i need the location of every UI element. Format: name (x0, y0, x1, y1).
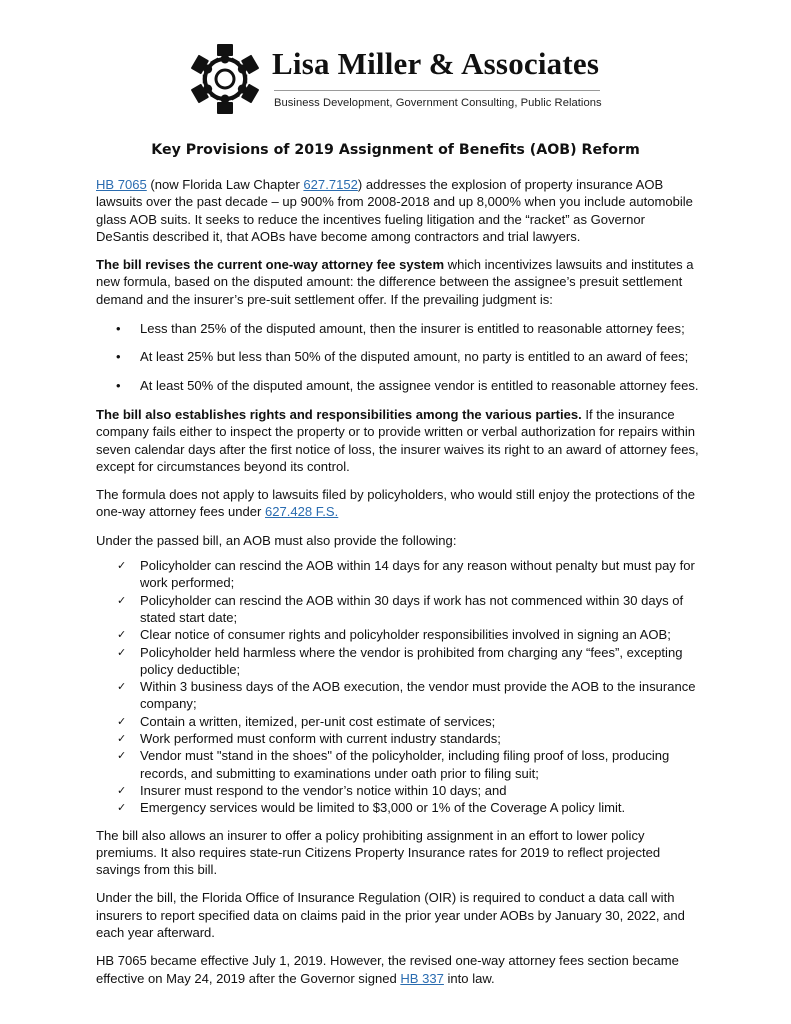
list-item: ✓ Contain a written, itemized, per-unit cost estimate of services; (117, 713, 496, 729)
list-item: ✓ Policyholder held harmless where the vendor is prohibited from charging any “fees”, excepting policy deductible; (117, 644, 683, 677)
list-item: ✓ Policyholder can rescind the AOB within 30 days if work has not commenced within 30 days of stated start date; (117, 592, 684, 625)
checkmark-icon: ✓ (117, 645, 127, 659)
requirements-intro: Under the passed bill, an AOB must also provide the following: (96, 532, 457, 548)
checkmark-icon: ✓ (117, 749, 127, 763)
checkmark-icon: ✓ (117, 783, 127, 797)
effective-date-paragraph: HB 7065 became effective July 1, 2019. However, the revised one-way attorney fees section became effective on May 24, 2019 after the Governor signed HB 337 into law. (96, 953, 679, 986)
list-item: ✓ Clear notice of consumer rights and policyholder responsibilities involved in signing an AOB; (117, 627, 671, 643)
list-item: • Less than 25% of the disputed amount, then the insurer is entitled to reasonable attorney fees; (116, 321, 685, 337)
checkmark-icon: ✓ (117, 801, 127, 815)
formula-paragraph: The formula does not apply to lawsuits filed by policyholders, who would still enjoy the protections of the one-way attorney fees under 627.428 F.S. (96, 487, 696, 520)
company-name: Lisa Miller & Associates (272, 46, 600, 81)
fee-system-paragraph: The bill revises the current one-way attorney fee system which incentivizes lawsuits and institutes a new formula, based on the disputed amount: the difference between the assignee’s presuit settlement demand and the insurer’s pre-suit settlement offer. If the prevailing judgment is: (96, 257, 694, 307)
checkmark-icon: ✓ (117, 628, 127, 642)
chapter-627-7152-link[interactable]: 627.7152 (303, 177, 358, 192)
fee-outcome-list (96, 320, 700, 394)
letterhead (188, 42, 608, 120)
list-item: ✓ Vendor must "stand in the shoes" of the policyholder, including filing proof of loss, producing records, and submitting to examinations under oath prior to filing suit; (117, 748, 670, 781)
checkmark-icon: ✓ (117, 559, 127, 573)
document-body (96, 176, 700, 987)
list-item: ✓ Within 3 business days of the AOB execution, the vendor must provide the AOB to the insurance company; (117, 679, 696, 712)
fee-system-lead: The bill revises the current one-way attorney fee system (96, 257, 445, 273)
document-title: Key Provisions of 2019 Assignment of Benefits (AOB) Reform (151, 142, 640, 158)
list-item: • At least 50% of the disputed amount, the assignee vendor is entitled to reasonable attorney fees. (116, 377, 699, 393)
checkmark-icon: ✓ (117, 714, 127, 728)
intro-paragraph: HB 7065 (now Florida Law Chapter 627.7152) addresses the explosion of property insurance AOB lawsuits over the past decade – up 900% from 2008-2018 and up 8,000% when you include automobile glass AOB suits. It seeks to reduce the incentives fueling litigation and the “racket” as Governor DeSantis described it, that AOBs have become among contractors and trial lawyers. (96, 177, 693, 244)
people-circle-logo-icon (188, 42, 262, 116)
rights-lead: The bill also establishes rights and responsibilities among the various parties. (96, 406, 582, 422)
checkmark-icon: ✓ (117, 732, 127, 746)
checkmark-icon: ✓ (117, 593, 127, 607)
aob-requirements-list (96, 557, 700, 816)
bullet-icon: • (116, 321, 121, 337)
bullet-icon: • (116, 349, 121, 365)
list-item: ✓ Policyholder can rescind the AOB within 14 days for any reason without penalty but must pay for work performed; (117, 558, 695, 591)
letterhead-divider (274, 90, 600, 91)
bullet-icon: • (116, 377, 121, 393)
list-item: • At least 25% but less than 50% of the disputed amount, no party is entitled to an award of fees; (116, 349, 689, 365)
list-item: ✓ Insurer must respond to the vendor’s notice within 10 days; and (117, 782, 507, 798)
oir-paragraph: Under the bill, the Florida Office of Insurance Regulation (OIR) is required to conduct a data call with insurers to report specified data on claims paid in the prior year under AOBs by January 30, 2022, and each year afterward. (96, 890, 685, 940)
list-item: ✓ Emergency services would be limited to $3,000 or 1% of the Coverage A policy limit. (117, 800, 626, 816)
list-item: ✓ Work performed must conform with current industry standards; (117, 731, 501, 747)
hb-7065-link[interactable]: HB 7065 (96, 177, 147, 192)
627-428-fs-link[interactable]: 627.428 F.S. (265, 504, 339, 520)
prohibit-assignment-paragraph: The bill also allows an insurer to offer a policy prohibiting assignment in an effort to lower policy premiums. It also requires state-run Citizens Property Insurance rates for 2019 to reflect projected savings from this bill. (96, 827, 661, 878)
checkmark-icon: ✓ (117, 680, 127, 694)
rights-paragraph: The bill also establishes rights and responsibilities among the various parties. If the insurance company fails either to inspect the property or to provide written or verbal authorization for repairs within seven calendar days after the first notice of loss, the insurer waives its right to an award of attorney fees, except for circumstances beyond its control. (96, 406, 699, 474)
company-tagline: Business Development, Government Consulting, Public Relations (274, 97, 602, 109)
hb-337-link[interactable]: HB 337 (400, 970, 444, 986)
